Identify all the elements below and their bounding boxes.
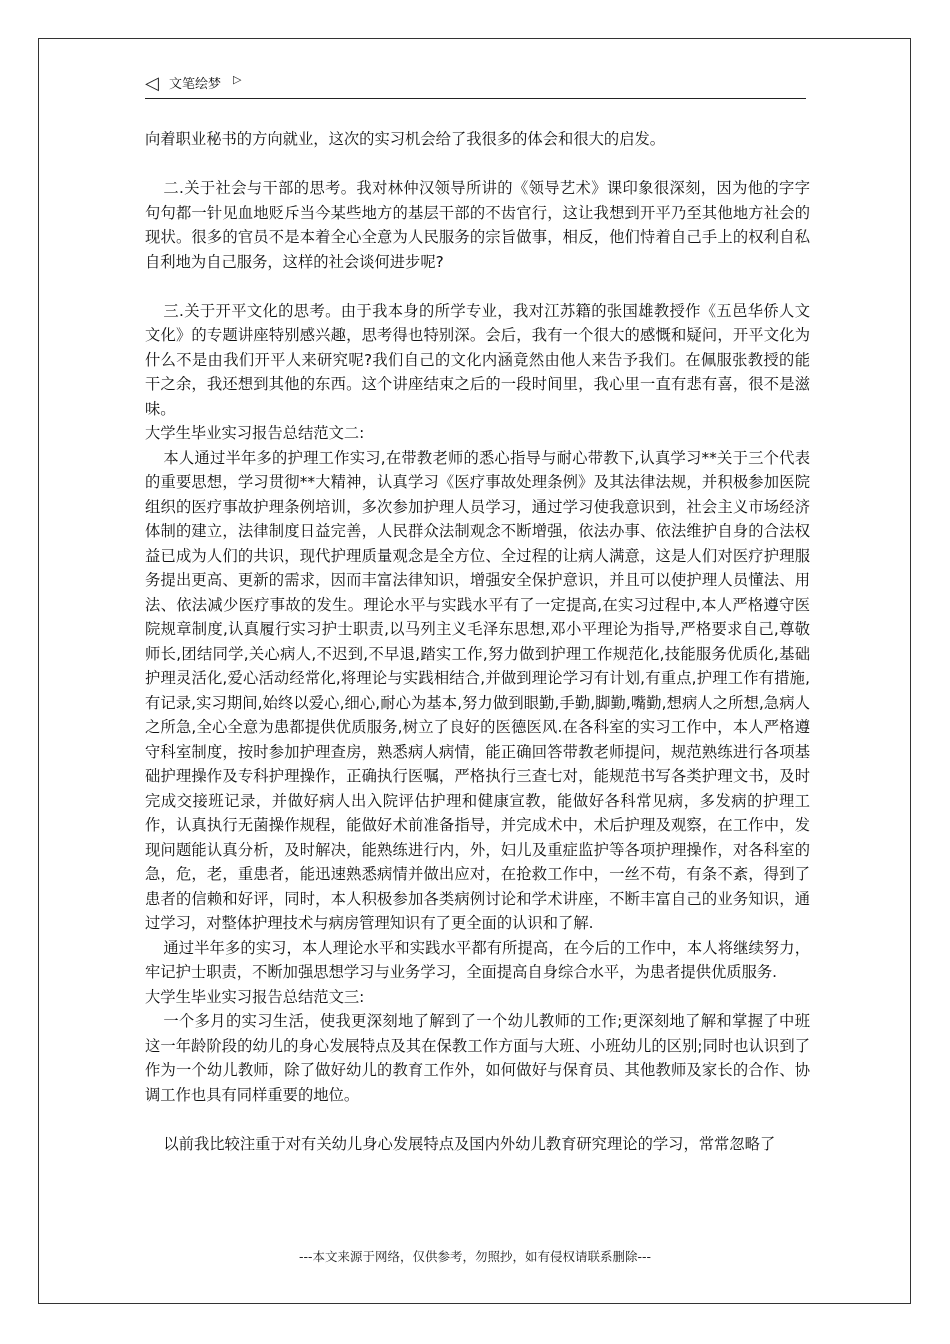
left-triangle-icon: ◁	[145, 73, 159, 94]
paragraph-kaiping-culture: 三.关于开平文化的思考。由于我本身的所学专业，我对江苏籍的张国雄教授作《五邑华侨人文文化》的专题讲座特别感兴趣，思考得也特别深。会后，我有一个很大的感慨和疑问，开平文化为什么不是由我们开平人来研究呢?我们自己的文化内涵竟然由他人来告予我们。在佩服张教授的能干之余，我还想到其他的东西。这个讲座结束之后的一段时间里，我心里一直有悲有喜，很不是滋味。	[145, 301, 810, 418]
paragraph-kindergarten-internship: 一个多月的实习生活，使我更深刻地了解到了一个幼儿教师的工作;更深刻地了解和掌握了中班这一年龄阶段的幼儿的身心发展特点及其在保教工作方面与大班、小班幼儿的区别;同时也认识到了作为一个幼儿教师，除了做好幼儿的教育工作外，如何做好与保育员、其他教师及家长的合作、协调工作也具有同样重要的地位。	[145, 1012, 810, 1104]
page-footer-disclaimer: ---本文来源于网络，仅供参考，勿照抄，如有侵权请联系删除---	[298, 1249, 652, 1264]
section-heading-sample-three: 大学生毕业实习报告总结范文三:	[145, 987, 365, 1006]
header-title: 文笔绘梦	[169, 77, 222, 92]
paragraph-society-cadres: 二.关于社会与干部的思考。我对林仲汉领导所讲的《领导艺术》课印象很深刻，因为他的字字句句都一针见血地贬斥当今某些地方的基层干部的不齿官行，这让我想到开平乃至其他地方社会的现状。很多的官员不是本着全心全意为人民服务的宗旨做事，相反，他们恃着自己手上的权利自私自利地为自己服务，这样的社会谈何进步呢?	[145, 179, 810, 271]
paragraph-nursing-conclusion: 通过半年多的实习，本人理论水平和实践水平都有所提高，在今后的工作中，本人将继续努力，牢记护士职责，不断加强思想学习与业务学习，全面提高自身综合水平，为患者提供优质服务.	[145, 938, 810, 981]
page-header	[145, 72, 806, 99]
paragraph-nursing-internship: 本人通过半年多的护理工作实习,在带教老师的悉心指导与耐心带教下,认真学习**关于三个代表的重要思想，学习贯彻**大精神，认真学习《医疗事故处理条例》及其法律法规，并积极参加医院组织的医疗事故护理条例培训，多次参加护理人员学习，通过学习使我意识到，社会主义市场经济体制的建立，法律制度日益完善，人民群众法制观念不断增强，依法办事、依法维护自身的合法权益已成为人们的共识，现代护理质量观念是全方位、全过程的让病人满意，这是人们对医疗护理服务提出更高、更新的需求，因而丰富法律知识，增强安全保护意识，并且可以使护理人员懂法、用法、依法减少医疗事故的发生。理论水平与实践水平有了一定提高,在实习过程中,本人严格遵守医院规章制度,认真履行实习护士职责,以马列主义毛泽东思想,邓小平理论为指导,严格要求自己,尊敬师长,团结同学,关心病人,不迟到,不早退,踏实工作,努力做到护理工作规范化,技能服务优质化,基础护理灵活化,爱心活动经常化,将理论与实践相结合,并做到理论学习有计划,有重点,护理工作有措施,有记录,实习期间,始终以爱心,细心,耐心为基本,努力做到眼勤,手勤,脚勤,嘴勤,想病人之所想,急病人之所急,全心全意为患都提供优质服务,树立了良好的医德医风.在各科室的实习工作中，本人严格遵守科室制度，按时参加护理查房，熟悉病人病情，能正确回答带教老师提问，规范熟练进行各项基础护理操作及专科护理操作，正确执行医嘱，严格执行三查七对，能规范书写各类护理文书，及时完成交接班记录，并做好病人出入院评估护理和健康宣教，能做好各科常见病，多发病的护理工作，认真执行无菌操作规程，能做好术前准备指导，并完成术中，术后护理及观察，在工作中，发现问题能认真分析，及时解决，能熟练进行内，外，妇儿及重症监护等各项护理操作，对各科室的急，危，老，重患者，能迅速熟悉病情并做出应对，在抢救工作中，一丝不苟，有条不紊，得到了患者的信赖和好评，同时，本人积极参加各类病例讨论和学术讲座，不断丰富自己的业务知识，通过学习，对整体护理技术与病房管理知识有了更全面的认识和了解.	[145, 448, 810, 932]
paragraph-career-direction: 向着职业秘书的方向就业，这次的实习机会给了我很多的体会和很大的启发。	[145, 130, 666, 148]
paragraph-kindergarten-continued: 以前我比较注重于对有关幼儿身心发展特点及国内外幼儿教育研究理论的学习，常常忽略了	[163, 1134, 776, 1153]
section-heading-sample-two: 大学生毕业实习报告总结范文二:	[145, 424, 365, 442]
document-body	[145, 127, 810, 1156]
right-triangle-icon: ▷	[233, 73, 242, 86]
